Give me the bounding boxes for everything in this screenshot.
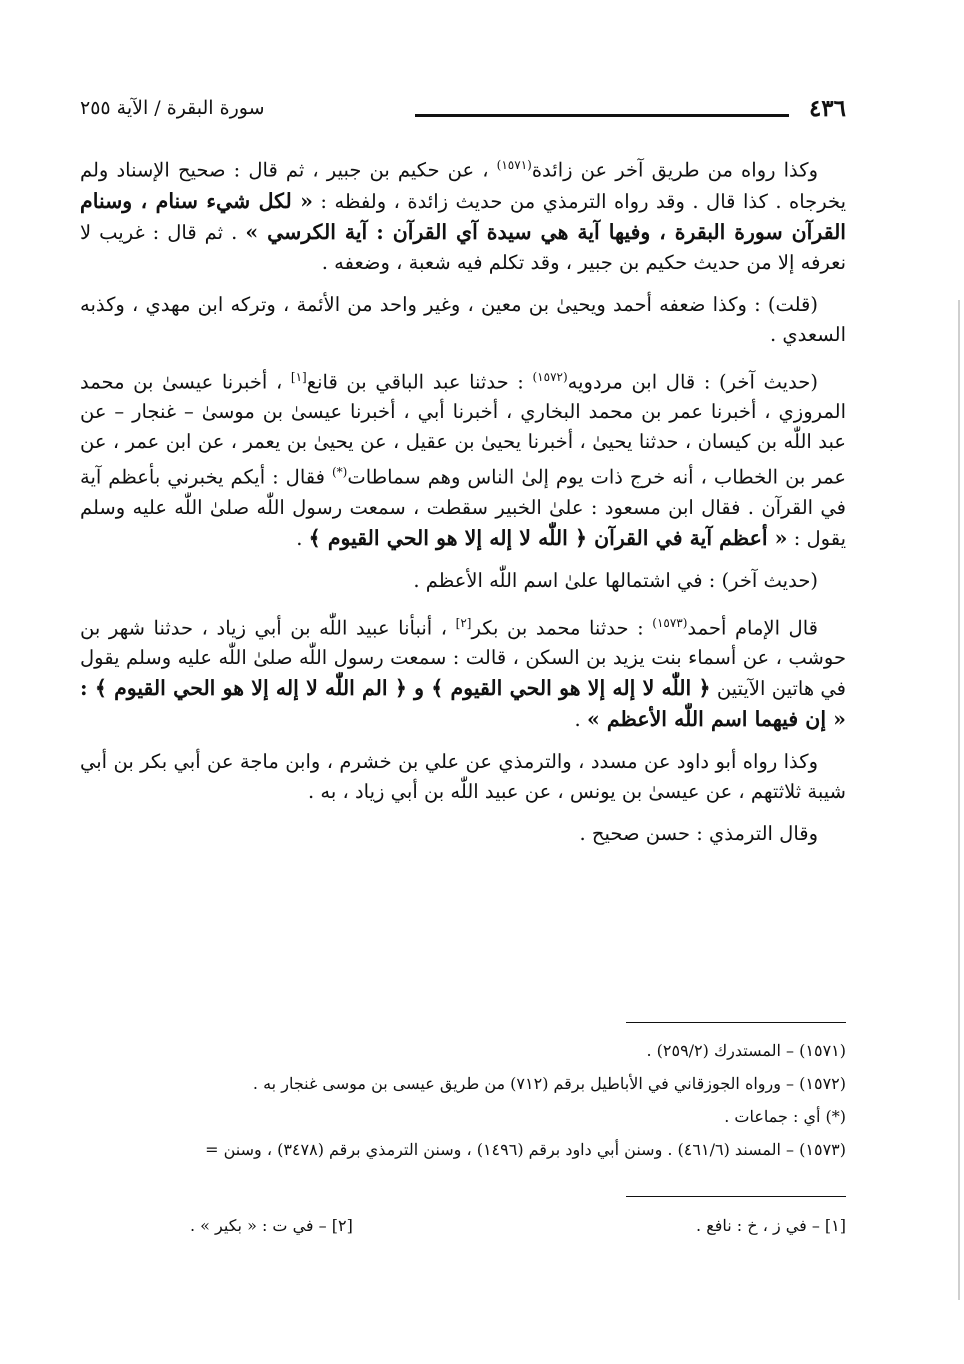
footnote-1573: (١٥٧٣) – المسند (٤٦١/٦) . وسنن أبي داود برقم (١٤٩٦) ، وسنن الترمذي برقم (٣٤٧٨) ، وسنن = (205, 1140, 846, 1159)
variants-separator (626, 1196, 846, 1197)
paragraph (80, 150, 846, 278)
reference-marker: [٢] (455, 615, 472, 630)
text-segment: : حدثنا محمد بن بكر (471, 616, 653, 639)
paragraph (80, 608, 846, 736)
text-segment: وكذا رواه من طريق آخر عن زائدة (531, 158, 818, 182)
text-segment: (حديث آخر) : في اشتمالها علىٰ اسم اللّٰه الأعظم . (413, 568, 818, 592)
text-segment: ، عن حكيم بن جبير ، ثم قال : صحيح الإسناد ولم يخرجاه . كذا قال . وقد رواه الترمذي من حديث زائدة ، ولفظه : (80, 158, 846, 213)
footnote-star: (*) أي : جماعات . (724, 1107, 846, 1126)
footnote-1571: (١٥٧١) – المستدرك (٢٥٩/٢) . (646, 1041, 846, 1060)
text-segment: ، أخبرنا عيسىٰ بن محمد المروزي ، أخبرنا عمر بن محمد البخاري ، أخبرنا أبي ، أخبرنا عيسىٰ بن موسىٰ – غنجار – عن عبد اللّٰه بن كيسان ، حدثنا يحيىٰ ، أخبرنا يحيىٰ بن عقيل ، عن يحيىٰ بن يعمر ، عن ابن عمر ، عن عمر بن الخطاب ، أنه خرج ذات يوم إلىٰ الناس وهم سماطات (80, 370, 846, 489)
text-segment: . (296, 526, 309, 550)
paragraph (80, 819, 846, 849)
scan-edge-line (958, 300, 960, 1300)
paragraph (80, 566, 846, 596)
reference-marker: (١٥٧٢) (532, 369, 568, 384)
header-rule (415, 114, 789, 117)
text-segment: (قلت) : وكذا ضعفه أحمد ويحيىٰ بن معين ، وغير واحد من الأئمة ، وتركه ابن مهدي ، وكذبه السعدي . (80, 292, 846, 346)
reference-marker: [١] (290, 369, 307, 384)
text-segment: : حدثنا عبد الباقي بن قانع (306, 370, 533, 393)
text-segment: . ثم قال : غريب لا نعرفه إلا من حديث حكيم بن جبير ، وقد تكلم فيه شعبة ، وضعفه . (80, 220, 846, 274)
quoted-text: ﴿ اللّٰه لا إله إلا هو الحي القيوم ﴾ و ﴿ الم اللّٰه لا إله إلا هو الحي القيوم ﴾ : « إن فيهما اسم اللّٰه الأعظم » (80, 676, 846, 731)
quoted-text: « لكل شيء سنام ، وسنام القرآن سورة البقرة ، وفيها آية هي سيدة آي القرآن : آية الكرسي » (80, 188, 847, 244)
text-segment: ، أنبأنا عبيد اللّٰه بن أبي زياد ، حدثنا شهر بن حوشب ، عن أسماء بنت يزيد بن السكن ، قالت : سمعت رسول اللّٰه صلىٰ اللّٰه عليه وسلم يقول في هاتين الآيتين (80, 616, 846, 700)
text-segment: وقال الترمذي : حسن صحيح . (579, 822, 818, 845)
footnote-separator (626, 1022, 846, 1023)
running-title: سورة البقرة / الآية ٢٥٥ (80, 97, 265, 119)
paragraph (80, 290, 846, 350)
text-segment: . (574, 708, 587, 731)
reference-marker: (١٥٧٣) (652, 615, 688, 630)
main-text (80, 150, 846, 861)
variant-2: [٢] – في ت : « بكير » . (190, 1216, 353, 1235)
footnote-1572: (١٥٧٢) – ورواه الجوزقاني في الأباطيل برقم (٧١٢) من طريق عيسى بن موسى غنجار به . (252, 1074, 846, 1093)
reference-marker: (١٥٧١) (496, 158, 532, 172)
paragraph (80, 747, 846, 807)
text-segment: وكذا رواه أبو داود عن مسدد ، والترمذي عن علي بن خشرم ، وابن ماجة عن أبي بكر بن أبي شيبة ثلاثتهم ، عن عيسىٰ بن يونس ، عن عبيد اللّٰه بن أبي زياد ، به . (80, 750, 846, 803)
manuscript-variants (80, 1212, 846, 1240)
variant-1: [١] – في ز ، خ : نافع . (696, 1216, 846, 1235)
paragraph (80, 362, 846, 554)
quoted-text: « أعظم آية في القرآن ﴿ اللّٰه لا إله إلا هو الحي القيوم ﴾ (308, 525, 788, 550)
page-number: ٤٣٦ (808, 94, 846, 122)
reference-marker: (*) (331, 465, 348, 479)
text-segment: فقال : أيكم يخبرني بأعظم آية في القرآن . فقال ابن مسعود : علىٰ الخبير سقطت ، سمعت رسول اللّٰه صلىٰ اللّٰه عليه وسلم يقول : (80, 465, 846, 550)
text-segment: قال الإمام أحمد (687, 616, 818, 639)
page-header (80, 88, 846, 128)
text-segment: (حديث آخر) : قال ابن مردويه (567, 370, 818, 393)
footnotes (80, 1034, 846, 1166)
